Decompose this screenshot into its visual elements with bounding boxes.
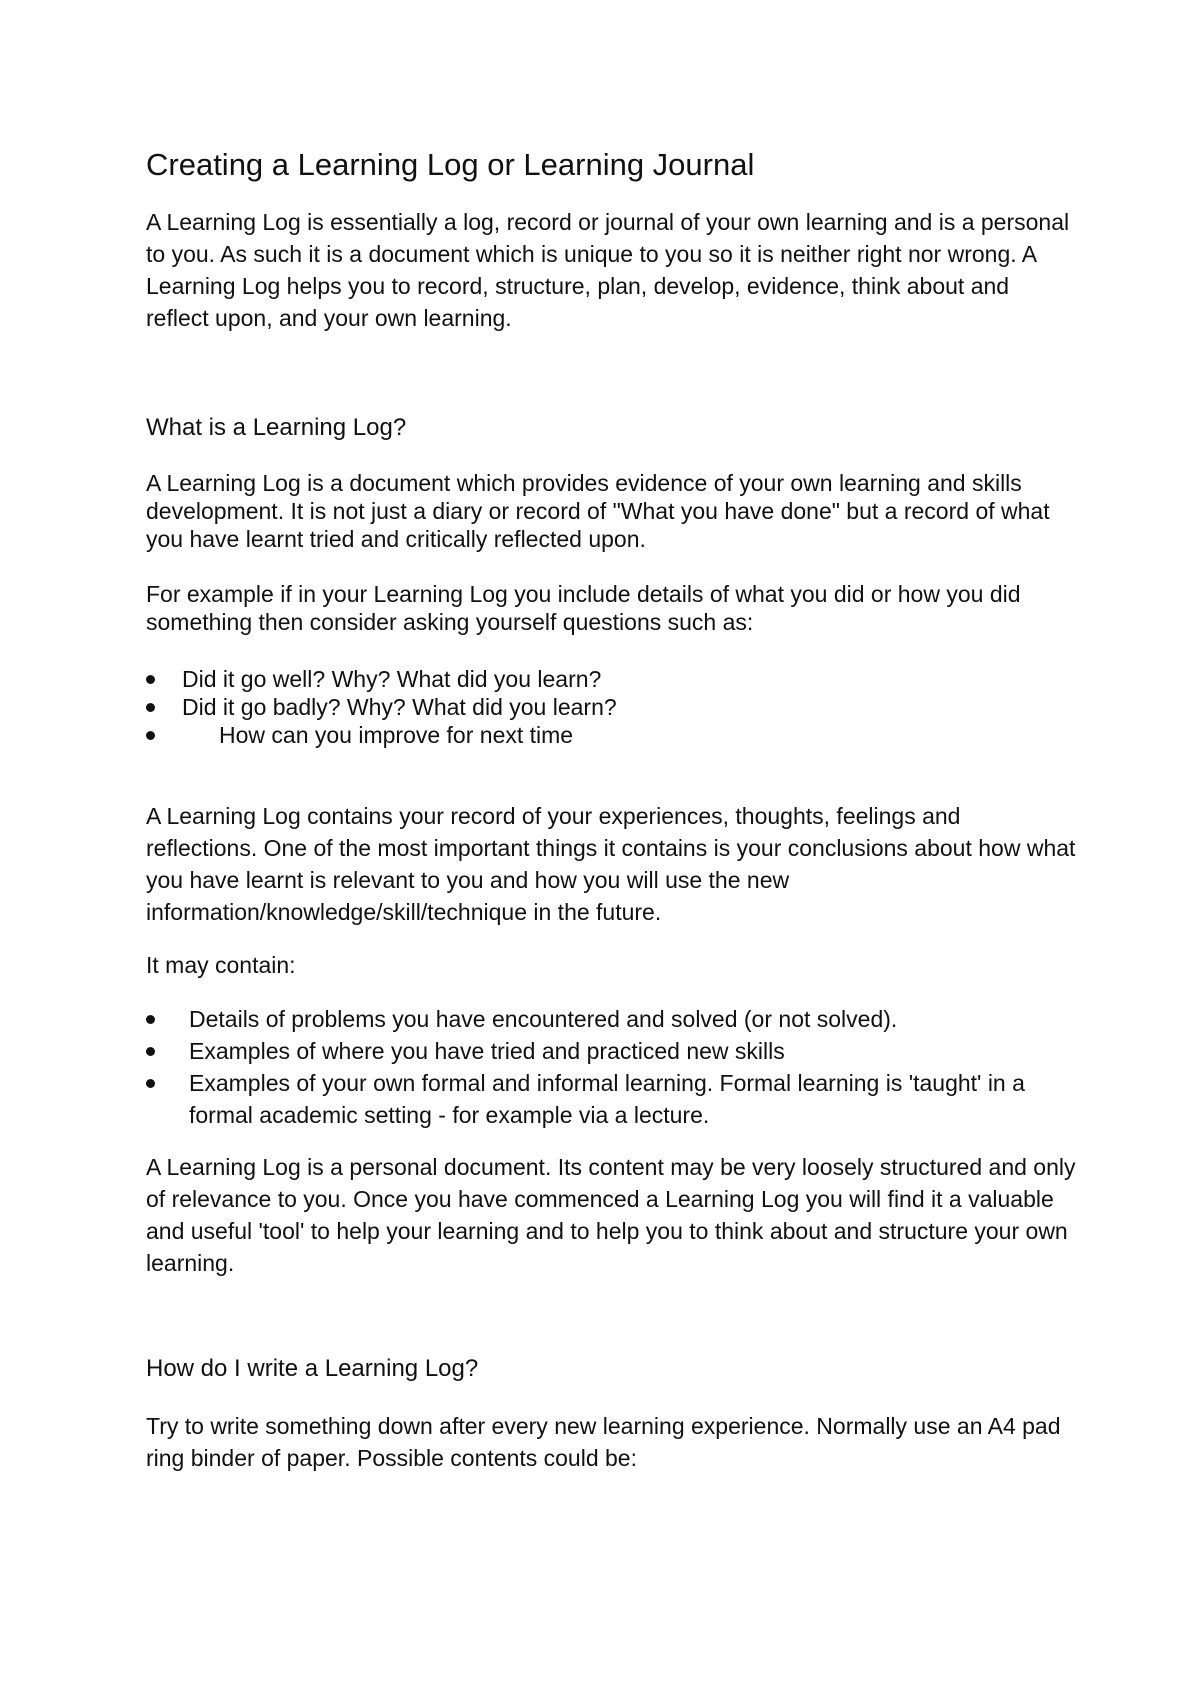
contents-list: [146, 1003, 1086, 1131]
list-item-text: Did it go well? Why? What did you learn?: [182, 666, 602, 692]
example-paragraph: For example if in your Learning Log you include details of what you did or how you did something then consider asking yourself questions such as:: [146, 581, 1021, 635]
list-item: [146, 1003, 1086, 1035]
personal-document-paragraph: A Learning Log is a personal document. Its content may be very loosely structured and only of relevance to you. Once you have commenced a Learning Log you will find it a valuable and useful 'tool' to help your learning and to help you to think about and structure your own learning.: [146, 1154, 1076, 1276]
bullet-icon: [146, 1047, 155, 1056]
bullet-icon: [146, 1079, 155, 1088]
list-item-text: How can you improve for next time: [219, 722, 574, 748]
list-item: [146, 1067, 1086, 1131]
questions-list: [146, 665, 1086, 749]
contains-paragraph: A Learning Log contains your record of your experiences, thoughts, feelings and reflections. One of the most important things it contains is your conclusions about how what you have learnt is relevant to you and how you will use the new information/knowledge/skill/technique in the future.: [146, 803, 1076, 925]
bullet-icon: [146, 675, 155, 684]
list-item: [146, 1035, 1086, 1067]
list-item-text: Examples of your own formal and informal learning. Formal learning is 'taught' in a formal academic setting - for example via a lecture.: [189, 1070, 1025, 1128]
list-item: [146, 721, 1086, 749]
bullet-icon: [146, 703, 155, 712]
list-item-text: Details of problems you have encountered and solved (or not solved).: [189, 1006, 898, 1032]
section-heading-how-to: How do I write a Learning Log?: [146, 1355, 479, 1382]
what-is-paragraph: A Learning Log is a document which provides evidence of your own learning and skills development. It is not just a diary or record of "What you have done" but a record of what you have learnt tried and critically reflected upon.: [146, 470, 1050, 552]
may-contain-label: It may contain:: [146, 952, 296, 978]
list-item: [146, 693, 1086, 721]
list-item-text: Did it go badly? Why? What did you learn?: [182, 694, 617, 720]
section-heading-what-is: What is a Learning Log?: [146, 414, 407, 441]
page-title: Creating a Learning Log or Learning Journal: [146, 147, 755, 182]
list-item: [146, 665, 1086, 693]
intro-paragraph: A Learning Log is essentially a log, record or journal of your own learning and is a personal to you. As such it is a document which is unique to you so it is neither right nor wrong. A Learning Log helps you to record, structure, plan, develop, evidence, think about and reflect upon, and your own learning.: [146, 209, 1070, 331]
list-item-text: Examples of where you have tried and practiced new skills: [189, 1038, 785, 1064]
how-to-paragraph: Try to write something down after every new learning experience. Normally use an A4 pad ring binder of paper. Possible contents could be:: [146, 1413, 1061, 1471]
bullet-icon: [146, 1015, 155, 1024]
bullet-icon: [146, 731, 155, 740]
